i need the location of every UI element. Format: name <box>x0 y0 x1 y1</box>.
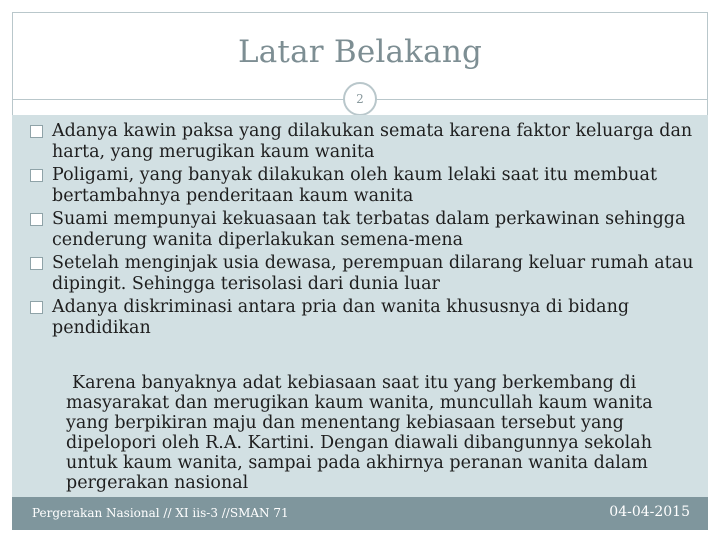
footer-text: Pergerakan Nasional // XI iis-3 //SMAN 71 <box>32 506 289 520</box>
slide-number-badge: 2 <box>343 82 377 116</box>
bullet-item <box>30 253 694 295</box>
square-bullet-icon <box>30 169 43 182</box>
bullet-item <box>30 121 694 163</box>
content-area <box>12 115 708 497</box>
bullet-text: Adanya kawin paksa yang dilakukan semata karena faktor keluarga dan harta, yang merugikan kaum wanita <box>52 121 693 162</box>
square-bullet-icon <box>30 257 43 270</box>
bullet-item <box>30 165 694 207</box>
bullet-item <box>30 209 694 251</box>
square-bullet-icon <box>30 213 43 226</box>
bullet-text: Poligami, yang banyak dilakukan oleh kaum lelaki saat itu membuat bertambahnya penderitaan kaum wanita <box>52 165 657 206</box>
footer-date: 04-04-2015 <box>609 504 690 520</box>
square-bullet-icon <box>30 125 43 138</box>
summary-paragraph: Karena banyaknya adat kebiasaan saat itu yang berkembang di masyarakat dan merugikan kaum wanita, muncullah kaum wanita yang berpikiran maju dan menentang kebiasaan tersebut yang dipelopori oleh R.A. Kartini. Dengan diawali dibangunnya sekolah untuk kaum wanita, sampai pada akhirnya peranan wanita dalam pergerakan nasional <box>66 373 653 493</box>
footer-bar <box>12 497 708 530</box>
bullet-item <box>30 297 694 339</box>
square-bullet-icon <box>30 301 43 314</box>
bullet-list <box>30 121 694 341</box>
slide-title: Latar Belakang <box>237 34 483 70</box>
bullet-text: Adanya diskriminasi antara pria dan wanita khususnya di bidang pendidikan <box>52 297 630 338</box>
bullet-text: Suami mempunyai kekuasaan tak terbatas dalam perkawinan sehingga cenderung wanita diperlakukan semena-mena <box>52 209 686 250</box>
bullet-text: Setelah menginjak usia dewasa, perempuan dilarang keluar rumah atau dipingit. Sehingga terisolasi dari dunia luar <box>52 253 694 294</box>
